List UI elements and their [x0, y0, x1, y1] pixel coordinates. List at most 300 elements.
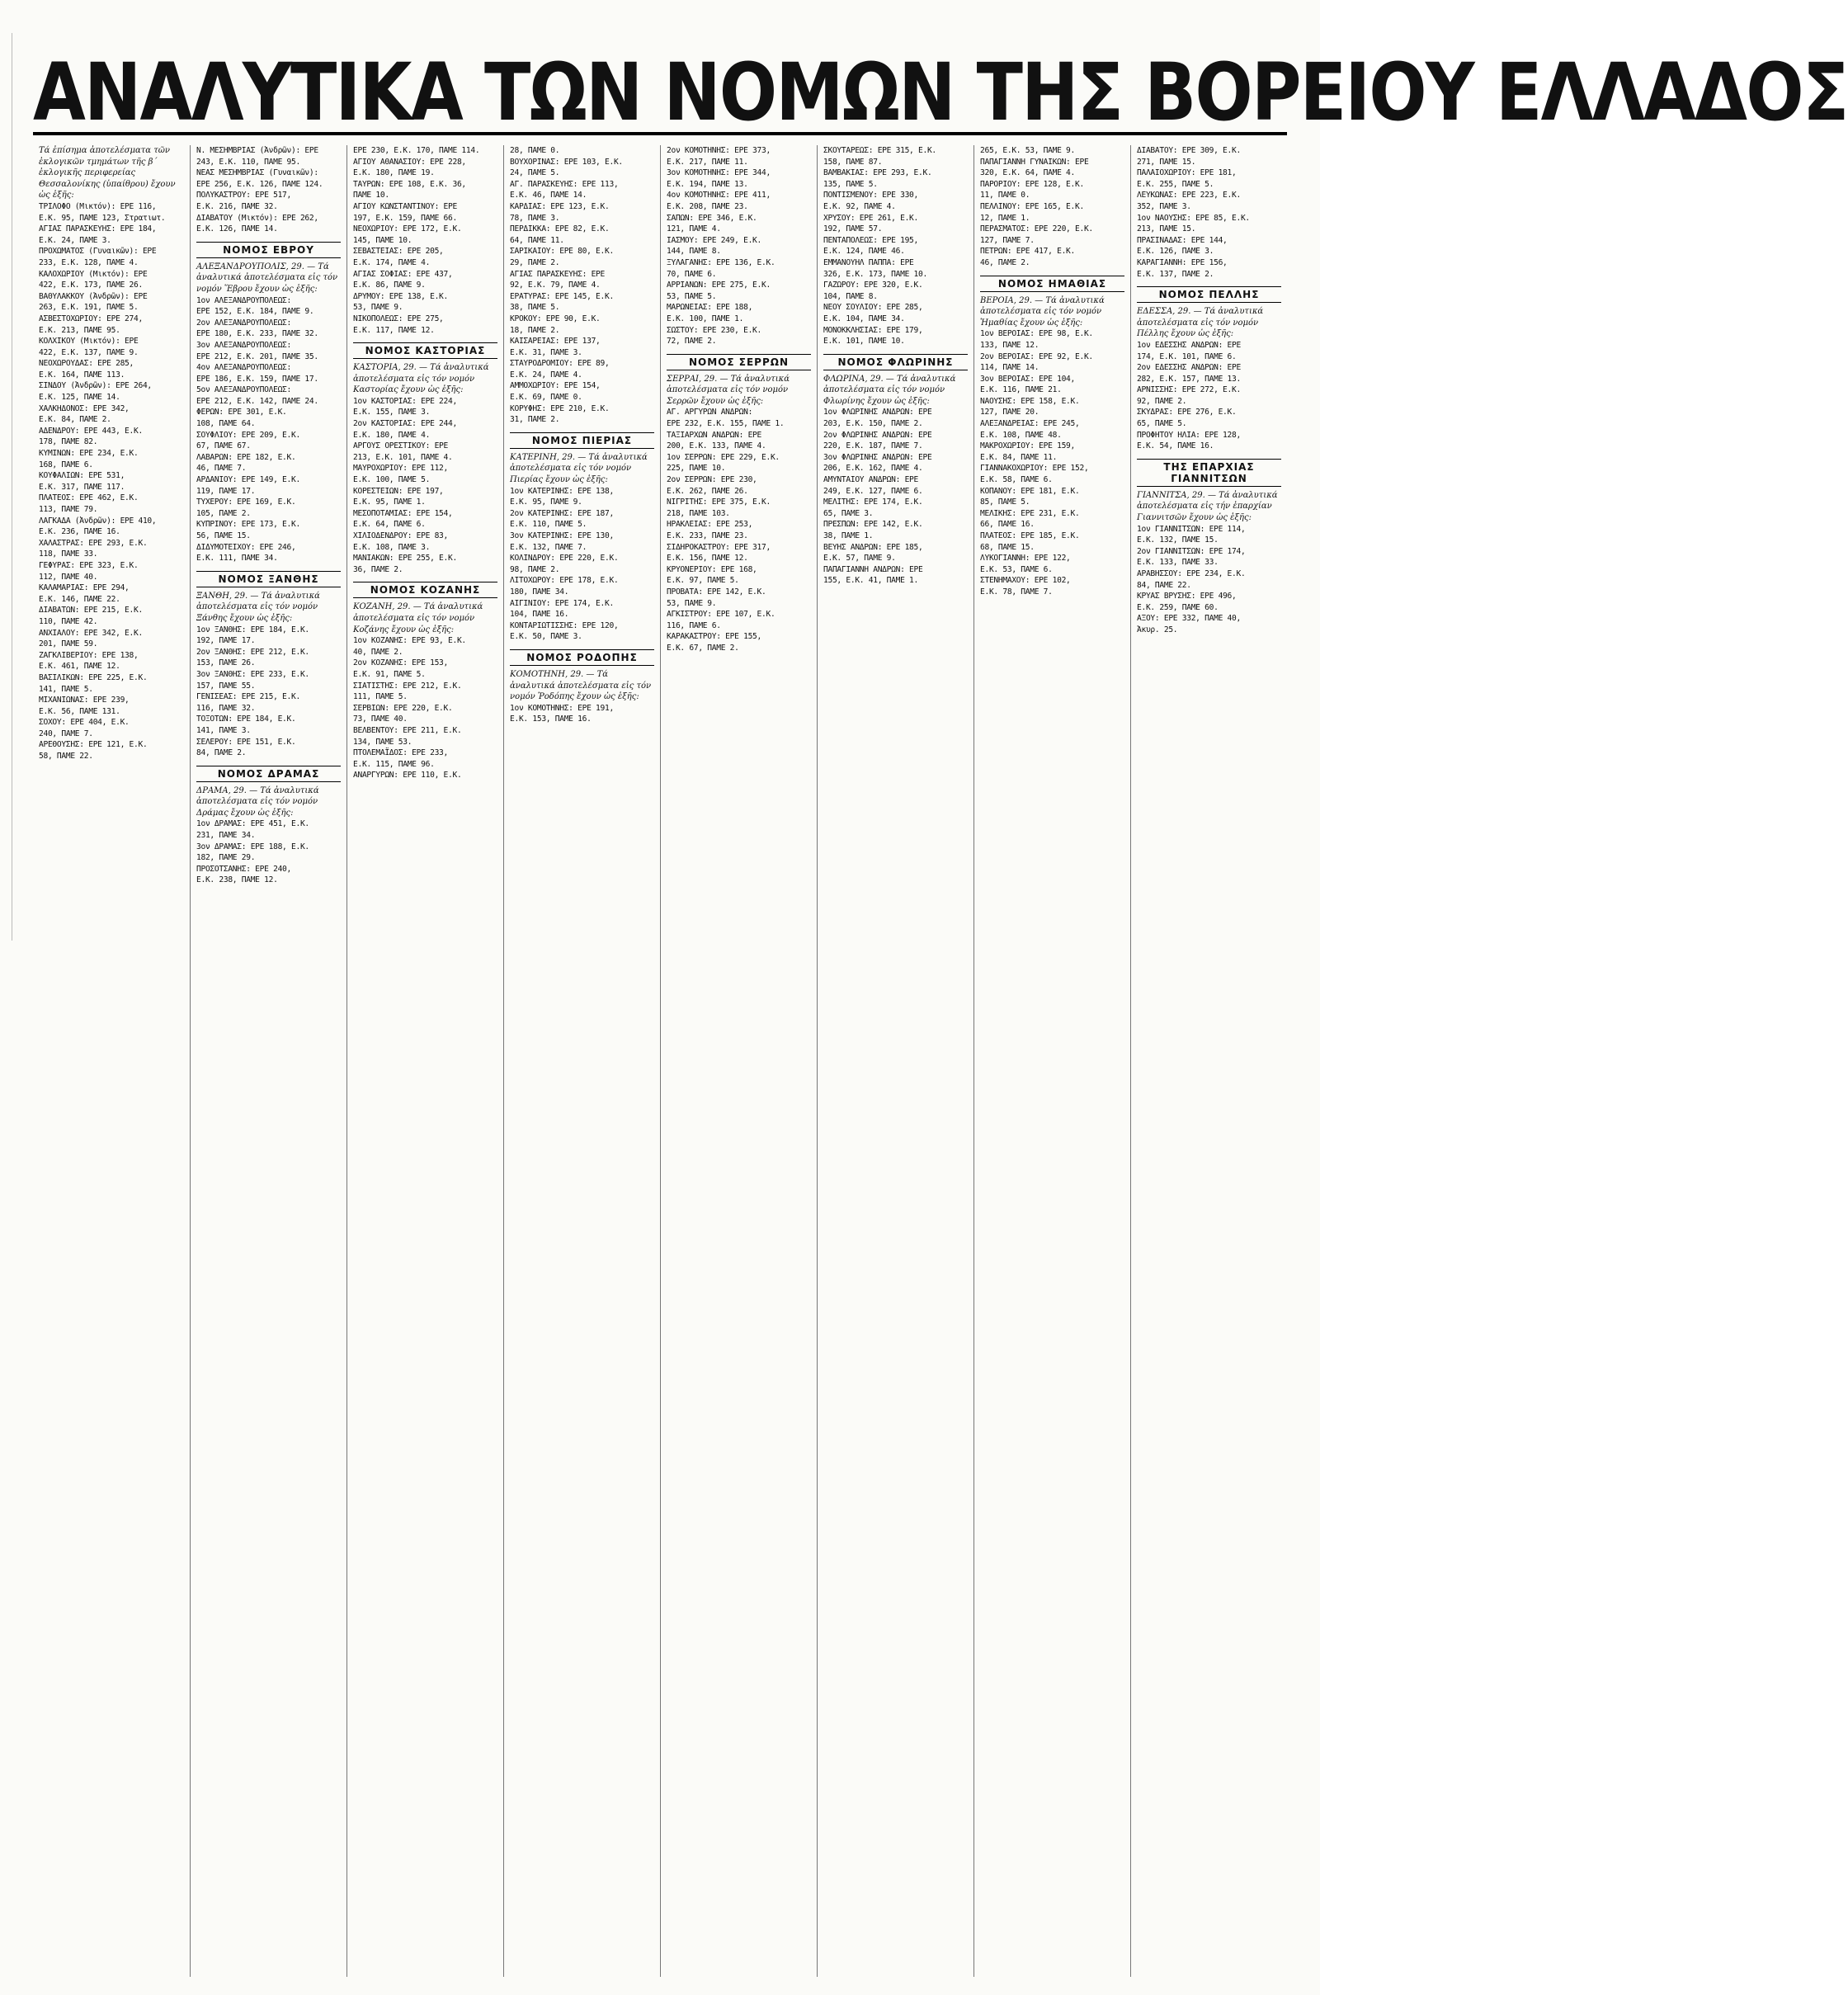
- result-line: 2ον ΚΑΣΤΟΡΙΑΣ: ΕΡΕ 244,: [353, 419, 457, 429]
- result-line: Ε.Κ. 56, ΠΑΜΕ 131.: [39, 706, 120, 716]
- result-line: Ε.Κ. 46, ΠΑΜΕ 14.: [510, 191, 587, 200]
- result-line: ΣΑΠΩΝ: ΕΡΕ 346, Ε.Κ.: [667, 213, 757, 223]
- result-line: 78, ΠΑΜΕ 3.: [510, 213, 560, 223]
- result-line: ΚΑΡΑΓΙΑΝΝΗ: ΕΡΕ 156,: [1137, 257, 1228, 267]
- result-line: 2ον ΚΑΤΕΡΙΝΗΣ: ΕΡΕ 187,: [510, 508, 614, 518]
- result-line: ΚΟΛΙΝΔΡΟΥ: ΕΡΕ 220, Ε.Κ.: [510, 554, 619, 564]
- result-line: 157, ΠΑΜΕ 55.: [196, 681, 256, 691]
- result-line: ΠΡΟΣΟΤΣΑΝΗΣ: ΕΡΕ 240,: [196, 864, 291, 874]
- result-line: 116, ΠΑΜΕ 32.: [196, 703, 256, 713]
- result-line: ΠΕΝΤΑΠΟΛΕΩΣ: ΕΡΕ 195,: [823, 235, 918, 245]
- result-line: Ε.Κ. 255, ΠΑΜΕ 5.: [1137, 179, 1214, 189]
- result-line: 197, Ε.Κ. 159, ΠΑΜΕ 66.: [353, 213, 457, 223]
- result-line: ΒΑΣΙΛΙΚΩΝ: ΕΡΕ 225, Ε.Κ.: [39, 672, 148, 682]
- result-line: 127, ΠΑΜΕ 7.: [980, 235, 1035, 245]
- result-line: ΣΙΔΗΡΟΚΑΣΤΡΟΥ: ΕΡΕ 317,: [667, 542, 771, 552]
- result-line: ΓΙΑΝΝΑΚΟΧΩΡΙΟΥ: ΕΡΕ 152,: [980, 464, 1089, 474]
- result-line: Ε.Κ. 233, ΠΑΜΕ 23.: [667, 531, 748, 540]
- result-line: ΑΝΑΡΓΥΡΩΝ: ΕΡΕ 110, Ε.Κ.: [353, 771, 462, 781]
- result-line: ΞΥΛΑΓΑΝΗΣ: ΕΡΕ 136, Ε.Κ.: [667, 257, 776, 267]
- result-line: Ε.Κ. 213, ΠΑΜΕ 95.: [39, 325, 120, 335]
- result-line: 65, ΠΑΜΕ 3.: [823, 508, 874, 518]
- result-line: 58, ΠΑΜΕ 22.: [39, 752, 93, 762]
- result-line: ΝΕΑΣ ΜΕΣΗΜΒΡΙΑΣ (Γυναικῶν):: [196, 168, 318, 178]
- result-line: Ε.Κ. 132, ΠΑΜΕ 15.: [1137, 535, 1219, 545]
- result-line: 113, ΠΑΜΕ 79.: [39, 505, 98, 514]
- result-line: Ε.Κ. 97, ΠΑΜΕ 5.: [667, 576, 739, 586]
- result-line: Ε.Κ. 108, ΠΑΜΕ 3.: [353, 542, 431, 552]
- result-line: ΠΑΡΟΡΙΟΥ: ΕΡΕ 128, Ε.Κ.: [980, 179, 1084, 189]
- result-line: ΒΕΛΒΕΝΤΟΥ: ΕΡΕ 211, Ε.Κ.: [353, 725, 462, 735]
- result-line: Ε.Κ. 132, ΠΑΜΕ 7.: [510, 542, 587, 552]
- result-line: 2ον ΣΕΡΡΩΝ: ΕΡΕ 230,: [667, 475, 757, 485]
- result-line: 84, ΠΑΜΕ 2.: [196, 748, 247, 758]
- result-line: ΑΜΥΝΤΑΙΟΥ ΑΝΔΡΩΝ: ΕΡΕ: [823, 475, 918, 485]
- result-line: ΤΟΞΟΤΩΝ: ΕΡΕ 184, Ε.Κ.: [196, 715, 296, 724]
- result-line: ΠΟΝΤΙΣΜΕΝΟΥ: ΕΡΕ 330,: [823, 191, 918, 200]
- result-line: ΕΡΕ 186, Ε.Κ. 159, ΠΑΜΕ 17.: [196, 374, 318, 384]
- result-line: 2ον ΑΛΕΞΑΝΔΡΟΥΠΟΛΕΩΣ:: [196, 318, 291, 328]
- result-line: 155, Ε.Κ. 41, ΠΑΜΕ 1.: [823, 576, 918, 586]
- result-line: Ε.Κ. 58, ΠΑΜΕ 6.: [980, 475, 1053, 485]
- result-line: ΜΑΚΡΟΧΩΡΙΟΥ: ΕΡΕ 159,: [980, 441, 1075, 451]
- result-line: ΚΟΛΧΙΚΟΥ (Μικτόν): ΕΡΕ: [39, 337, 139, 347]
- section-lead: Τά ἐπίσημα ἀποτελέσματα τῶν ἐκλογικῶν τμημάτων τῆς β΄ ἐκλογικῆς περιφερείας Θεσσαλονίκης (ὑπαίθρου) ἔχουν ὡς ἑξῆς:: [39, 146, 176, 200]
- result-line: ΒΑΜΒΑΚΙΑΣ: ΕΡΕ 293, Ε.Κ.: [823, 168, 932, 178]
- result-line: 3ον ΚΑΤΕΡΙΝΗΣ: ΕΡΕ 130,: [510, 531, 614, 540]
- result-line: 72, ΠΑΜΕ 2.: [667, 337, 717, 347]
- result-line: 200, Ε.Κ. 133, ΠΑΜΕ 4.: [667, 441, 766, 451]
- result-line: Ε.Κ. 236, ΠΑΜΕ 16.: [39, 527, 120, 537]
- result-line: Ε.Κ. 238, ΠΑΜΕ 12.: [196, 875, 278, 885]
- result-line: 141, ΠΑΜΕ 5.: [39, 684, 93, 694]
- result-line: 3ον ΦΛΩΡΙΝΗΣ ΑΝΔΡΩΝ: ΕΡΕ: [823, 452, 932, 462]
- result-line: Ε.Κ. 92, ΠΑΜΕ 4.: [823, 201, 896, 211]
- result-line: ΣΑΡΙΚΑΙΟΥ: ΕΡΕ 80, Ε.Κ.: [510, 247, 614, 257]
- result-line: Ε.Κ. 126, ΠΑΜΕ 14.: [196, 224, 278, 234]
- result-line: 1ον ΞΑΝΘΗΣ: ΕΡΕ 184, Ε.Κ.: [196, 625, 309, 634]
- result-line: ΠΕΤΡΩΝ: ΕΡΕ 417, Ε.Κ.: [980, 247, 1075, 257]
- result-line: ΕΡΕ 232, Ε.Κ. 155, ΠΑΜΕ 1.: [667, 419, 785, 429]
- result-line: 133, ΠΑΜΕ 12.: [980, 340, 1040, 350]
- result-line: 84, ΠΑΜΕ 22.: [1137, 580, 1191, 590]
- section-heading: ΝΟΜΟΣ ΣΕΡΡΩΝ: [667, 354, 811, 370]
- result-line: 178, ΠΑΜΕ 82.: [39, 437, 98, 447]
- result-line: ΕΡΕ 212, Ε.Κ. 142, ΠΑΜΕ 24.: [196, 396, 318, 406]
- result-line: ΠΑΠΑΓΙΑΝΝΗ ΓΥΝΑΙΚΩΝ: ΕΡΕ: [980, 157, 1089, 167]
- result-line: ΑΓΙΟΥ ΑΘΑΝΑΣΙΟΥ: ΕΡΕ 228,: [353, 157, 466, 167]
- section-heading: ΝΟΜΟΣ ΔΡΑΜΑΣ: [196, 766, 341, 782]
- result-line: ΕΡΕ 152, Ε.Κ. 184, ΠΑΜΕ 9.: [196, 307, 314, 317]
- result-line: ΤΑΥΡΩΝ: ΕΡΕ 108, Ε.Κ. 36,: [353, 179, 466, 189]
- result-line: ΔΡΥΜΟΥ: ΕΡΕ 138, Ε.Κ.: [353, 291, 448, 301]
- result-line: Ε.Κ. 116, ΠΑΜΕ 21.: [980, 385, 1062, 395]
- result-line: ΑΡΡΙΑΝΩΝ: ΕΡΕ 275, Ε.Κ.: [667, 281, 771, 290]
- result-line: Ε.Κ. 84, ΠΑΜΕ 2.: [39, 415, 111, 425]
- result-line: ΖΑΓΚΛΙΒΕΡΙΟΥ: ΕΡΕ 138,: [39, 650, 139, 660]
- result-line: ΕΡΕ 212, Ε.Κ. 201, ΠΑΜΕ 35.: [196, 351, 318, 361]
- section-lead: ΒΕΡΟΙΑ, 29. — Τά ἀναλυτικά ἀποτελέσματα εἰς τόν νομόν Ἡμαθίας ἔχουν ὡς ἑξῆς:: [980, 295, 1105, 328]
- result-line: ΠΕΛΛΙΝΟΥ: ΕΡΕ 165, Ε.Κ.: [980, 201, 1084, 211]
- result-line: ΠΡΟΒΑΤΑ: ΕΡΕ 142, Ε.Κ.: [667, 587, 766, 597]
- result-line: 220, Ε.Κ. 187, ΠΑΜΕ 7.: [823, 441, 923, 451]
- result-line: 28, ΠΑΜΕ 0.: [510, 146, 560, 155]
- result-line: 2ον ΞΑΝΘΗΣ: ΕΡΕ 212, Ε.Κ.: [196, 647, 309, 657]
- result-line: 38, ΠΑΜΕ 1.: [823, 531, 874, 540]
- result-line: Ε.Κ. 461, ΠΑΜΕ 12.: [39, 662, 120, 672]
- result-line: 203, Ε.Κ. 150, ΠΑΜΕ 2.: [823, 419, 923, 429]
- result-line: ΕΜΜΑΝΟΥΗΛ ΠΑΠΠΑ: ΕΡΕ: [823, 257, 914, 267]
- result-line: 249, Ε.Κ. 127, ΠΑΜΕ 6.: [823, 486, 923, 496]
- result-line: ΔΙΑΒΑΤΩΝ: ΕΡΕ 215, Ε.Κ.: [39, 606, 143, 615]
- result-line: 180, ΠΑΜΕ 34.: [510, 587, 569, 597]
- result-line: 1ον ΕΔΕΣΣΗΣ ΑΝΔΡΩΝ: ΕΡΕ: [1137, 340, 1241, 350]
- section-heading: ΝΟΜΟΣ ΠΙΕΡΙΑΣ: [510, 432, 654, 449]
- result-line: 1ον ΚΟΖΑΝΗΣ: ΕΡΕ 93, Ε.Κ.: [353, 636, 466, 646]
- result-line: ΒΕΥΗΣ ΑΝΔΡΩΝ: ΕΡΕ 185,: [823, 542, 923, 552]
- result-line: 53, ΠΑΜΕ 9.: [353, 303, 403, 313]
- result-line: 265, Ε.Κ. 53, ΠΑΜΕ 9.: [980, 146, 1075, 155]
- result-line: Ε.Κ. 153, ΠΑΜΕ 16.: [510, 715, 592, 724]
- result-line: Ε.Κ. 194, ΠΑΜΕ 13.: [667, 179, 748, 189]
- result-line: Ε.Κ. 216, ΠΑΜΕ 32.: [196, 201, 278, 211]
- section-lead: ΣΕΡΡΑΙ, 29. — Τά ἀναλυτικά ἀποτελέσματα εἰς τόν νομόν Σερρῶν ἔχουν ὡς ἑξῆς:: [667, 374, 790, 406]
- result-line: 2ον ΕΔΕΣΣΗΣ ΑΝΔΡΩΝ: ΕΡΕ: [1137, 363, 1241, 373]
- result-line: ΚΥΜΙΝΩΝ: ΕΡΕ 234, Ε.Κ.: [39, 449, 139, 459]
- result-line: ΚΥΠΡΙΝΟΥ: ΕΡΕ 173, Ε.Κ.: [196, 520, 300, 530]
- result-line: 3ον ΔΡΑΜΑΣ: ΕΡΕ 188, Ε.Κ.: [196, 842, 309, 851]
- result-line: Ε.Κ. 110, ΠΑΜΕ 5.: [510, 520, 587, 530]
- result-line: ΚΟΡΥΦΗΣ: ΕΡΕ 210, Ε.Κ.: [510, 403, 610, 413]
- result-line: ΛΑΓΚΑΔΑ (Ἀνδρῶν): ΕΡΕ 410,: [39, 516, 157, 526]
- result-line: ΚΡΥΑΣ ΒΡΥΣΗΣ: ΕΡΕ 496,: [1137, 592, 1237, 601]
- result-line: Ε.Κ. 137, ΠΑΜΕ 2.: [1137, 269, 1214, 279]
- result-line: Ε.Κ. 180, ΠΑΜΕ 19.: [353, 168, 435, 178]
- result-line: ΜΑΥΡΟΧΩΡΙΟΥ: ΕΡΕ 112,: [353, 464, 448, 474]
- result-line: 1ον ΣΕΡΡΩΝ: ΕΡΕ 229, Ε.Κ.: [667, 452, 780, 462]
- result-line: 2ον ΓΙΑΝΝΙΤΣΩΝ: ΕΡΕ 174,: [1137, 546, 1246, 556]
- result-line: 5ον ΑΛΕΞΑΝΔΡΟΥΠΟΛΕΩΣ:: [196, 385, 291, 395]
- result-line: 134, ΠΑΜΕ 53.: [353, 737, 412, 747]
- result-line: ΤΥΧΕΡΟΥ: ΕΡΕ 169, Ε.Κ.: [196, 498, 296, 507]
- result-line: 1ον ΑΛΕΞΑΝΔΡΟΥΠΟΛΕΩΣ:: [196, 295, 291, 305]
- section-heading: ΤΗΣ ΕΠΑΡΧΙΑΣ ΓΙΑΝΝΙΤΣΩΝ: [1137, 459, 1281, 487]
- result-line: 65, ΠΑΜΕ 5.: [1137, 419, 1187, 429]
- result-line: Ε.Κ. 146, ΠΑΜΕ 22.: [39, 594, 120, 604]
- result-line: ΣΕΒΑΣΤΕΙΑΣ: ΕΡΕ 205,: [353, 247, 444, 257]
- result-line: ΣΙΑΤΙΣΤΗΣ: ΕΡΕ 212, Ε.Κ.: [353, 681, 462, 691]
- result-line: ΣΙΝΔΟΥ (Ἀνδρῶν): ΕΡΕ 264,: [39, 381, 152, 391]
- result-line: 2ον ΚΟΜΟΤΗΝΗΣ: ΕΡΕ 373,: [667, 146, 771, 155]
- result-line: Ε.Κ. 31, ΠΑΜΕ 3.: [510, 347, 582, 357]
- result-line: 112, ΠΑΜΕ 40.: [39, 572, 98, 582]
- result-line: ΑΔΕΝΔΡΟΥ: ΕΡΕ 443, Ε.Κ.: [39, 426, 143, 436]
- result-line: ΣΩΣΤΟΥ: ΕΡΕ 230, Ε.Κ.: [667, 325, 761, 335]
- result-line: 2ον ΦΛΩΡΙΝΗΣ ΑΝΔΡΩΝ: ΕΡΕ: [823, 430, 932, 440]
- result-line: ΜΙΧΑΝΙΩΝΑΣ: ΕΡΕ 239,: [39, 696, 130, 705]
- result-line: 110, ΠΑΜΕ 42.: [39, 616, 98, 626]
- result-line: Ε.Κ. 262, ΠΑΜΕ 26.: [667, 486, 748, 496]
- result-line: 141, ΠΑΜΕ 3.: [196, 725, 251, 735]
- result-line: Ε.Κ. 101, ΠΑΜΕ 10.: [823, 337, 905, 347]
- section-lead: ΞΑΝΘΗ, 29. — Τά ἀναλυτικά ἀποτελέσματα εἰς τόν νομόν Ξάνθης ἔχουν ὡς ἑξῆς:: [196, 591, 320, 623]
- section-heading: ΝΟΜΟΣ ΦΛΩΡΙΝΗΣ: [823, 354, 968, 370]
- result-line: 243, Ε.Κ. 110, ΠΑΜΕ 95.: [196, 157, 300, 167]
- result-line: 145, ΠΑΜΕ 10.: [353, 235, 412, 245]
- adjacent-page-edge: [0, 33, 12, 941]
- result-line: ΠΛΑΤΕΟΣ: ΕΡΕ 462, Ε.Κ.: [39, 493, 139, 503]
- result-line: ΙΑΣΜΟΥ: ΕΡΕ 249, Ε.Κ.: [667, 235, 761, 245]
- result-line: 119, ΠΑΜΕ 17.: [196, 486, 256, 496]
- result-line: 182, ΠΑΜΕ 29.: [196, 853, 256, 863]
- result-line: 53, ΠΑΜΕ 5.: [667, 291, 717, 301]
- result-line: ΑΡΑΒΗΣΣΟΥ: ΕΡΕ 234, Ε.Κ.: [1137, 569, 1246, 578]
- result-line: 231, ΠΑΜΕ 34.: [196, 831, 256, 841]
- result-line: 66, ΠΑΜΕ 16.: [980, 520, 1035, 530]
- result-line: ΔΙΑΒΑΤΟΥ (Μικτόν): ΕΡΕ 262,: [196, 213, 318, 223]
- result-line: 1ον ΒΕΡΟΙΑΣ: ΕΡΕ 98, Ε.Κ.: [980, 329, 1093, 339]
- result-line: ΗΡΑΚΛΕΙΑΣ: ΕΡΕ 253,: [667, 520, 753, 530]
- result-line: Ν. ΜΕΣΗΜΒΡΙΑΣ (Ἀνδρῶν): ΕΡΕ: [196, 146, 318, 155]
- result-line: Ε.Κ. 64, ΠΑΜΕ 6.: [353, 520, 426, 530]
- result-line: 92, ΠΑΜΕ 2.: [1137, 396, 1187, 406]
- result-line: ΜΕΛΙΤΗΣ: ΕΡΕ 174, Ε.Κ.: [823, 498, 923, 507]
- result-line: Ε.Κ. 111, ΠΑΜΕ 34.: [196, 554, 278, 564]
- result-line: 67, ΠΑΜΕ 67.: [196, 441, 251, 451]
- result-line: ΑΡΕΘΟΥΣΗΣ: ΕΡΕ 121, Ε.Κ.: [39, 740, 148, 750]
- result-line: 240, ΠΑΜΕ 7.: [39, 729, 93, 738]
- result-line: 1ον ΚΑΤΕΡΙΝΗΣ: ΕΡΕ 138,: [510, 486, 614, 496]
- result-line: ΑΜΜΟΧΩΡΙΟΥ: ΕΡΕ 154,: [510, 381, 601, 391]
- result-line: ΑΞΟΥ: ΕΡΕ 332, ΠΑΜΕ 40,: [1137, 614, 1241, 624]
- result-line: ΤΡΙΛΟΦΟ (Μικτόν): ΕΡΕ 116,: [39, 201, 157, 211]
- result-line: ΣΚΟΥΤΑΡΕΩΣ: ΕΡΕ 315, Ε.Κ.: [823, 146, 936, 155]
- result-line: ΑΝΧΙΑΛΟΥ: ΕΡΕ 342, Ε.Κ.: [39, 628, 143, 638]
- result-line: ΜΕΣΟΠΟΤΑΜΙΑΣ: ΕΡΕ 154,: [353, 508, 453, 518]
- result-line: 36, ΠΑΜΕ 2.: [353, 564, 403, 574]
- result-line: ΕΡΕ 230, Ε.Κ. 170, ΠΑΜΕ 114.: [353, 146, 480, 155]
- result-line: ΠΑΜΕ 10.: [353, 191, 389, 200]
- result-line: ΒΟΥΧΟΡΙΝΑΣ: ΕΡΕ 103, Ε.Κ.: [510, 157, 623, 167]
- result-line: 422, Ε.Κ. 173, ΠΑΜΕ 26.: [39, 281, 143, 290]
- result-line: ΧΑΛΑΣΤΡΑΣ: ΕΡΕ 293, Ε.Κ.: [39, 538, 148, 548]
- result-line: Ε.Κ. 67, ΠΑΜΕ 2.: [667, 643, 739, 653]
- result-line: ΑΓΙΑΣ ΠΑΡΑΣΚΕΥΗΣ: ΕΡΕ: [510, 269, 605, 279]
- result-line: ΝΕΟΧΩΡΟΥΔΑΣ: ΕΡΕ 285,: [39, 359, 134, 369]
- result-line: ΣΟΥΦΛΙΟΥ: ΕΡΕ 209, Ε.Κ.: [196, 430, 300, 440]
- result-line: ΠΟΛΥΚΑΣΤΡΟΥ: ΕΡΕ 517,: [196, 191, 291, 200]
- result-line: 127, ΠΑΜΕ 20.: [980, 408, 1040, 417]
- result-line: ΠΑΛΑΙΟΧΩΡΙΟΥ: ΕΡΕ 181,: [1137, 168, 1237, 178]
- result-line: Ε.Κ. 100, ΠΑΜΕ 1.: [667, 314, 744, 323]
- result-line: 1ον ΓΙΑΝΝΙΤΣΩΝ: ΕΡΕ 114,: [1137, 524, 1246, 534]
- result-line: ΚΑΛΟΧΩΡΙΟΥ (Μικτόν): ΕΡΕ: [39, 269, 148, 279]
- results-columns: [33, 145, 1287, 1977]
- result-line: 29, ΠΑΜΕ 2.: [510, 257, 560, 267]
- section-lead: ΕΔΕΣΣΑ, 29. — Τά ἀναλυτικά ἀποτελέσματα εἰς τόν νομόν Πέλλης ἔχουν ὡς ἑξῆς:: [1137, 307, 1264, 339]
- result-line: 24, ΠΑΜΕ 5.: [510, 168, 560, 178]
- result-line: ΧΙΛΙΟΔΕΝΔΡΟΥ: ΕΡΕ 83,: [353, 531, 448, 540]
- result-line: Ε.Κ. 91, ΠΑΜΕ 5.: [353, 669, 426, 679]
- section-lead: ΚΑΣΤΟΡΙΑ, 29. — Τά ἀναλυτικά ἀποτελέσματα εἰς τόν νομόν Καστορίας ἔχουν ὡς ἑξῆς:: [353, 363, 489, 395]
- result-line: Ε.Κ. 108, ΠΑΜΕ 48.: [980, 430, 1062, 440]
- result-line: ΚΑΡΔΙΑΣ: ΕΡΕ 123, Ε.Κ.: [510, 201, 610, 211]
- section-lead: ΚΟΜΟΤΗΝΗ, 29. — Τά ἀναλυτικά ἀποτελέσματα εἰς τόν νομόν Ῥοδόπης ἔχουν ὡς ἑξῆς:: [510, 669, 652, 702]
- result-line: Ε.Κ. 95, ΠΑΜΕ 9.: [510, 498, 582, 507]
- result-line: ΣΤΕΝΗΜΑΧΟΥ: ΕΡΕ 102,: [980, 576, 1071, 586]
- result-line: Ε.Κ. 259, ΠΑΜΕ 60.: [1137, 602, 1219, 612]
- result-line: 352, ΠΑΜΕ 3.: [1137, 201, 1191, 211]
- result-line: 116, ΠΑΜΕ 6.: [667, 620, 721, 630]
- result-line: ΑΓΚΙΣΤΡΟΥ: ΕΡΕ 107, Ε.Κ.: [667, 610, 776, 620]
- result-line: ΛΙΤΟΧΩΡΟΥ: ΕΡΕ 178, Ε.Κ.: [510, 576, 619, 586]
- result-line: ΜΑΝΙΑΚΩΝ: ΕΡΕ 255, Ε.Κ.: [353, 554, 457, 564]
- result-line: Ε.Κ. 115, ΠΑΜΕ 96.: [353, 759, 435, 769]
- result-line: ΕΡΕ 256, Ε.Κ. 126, ΠΑΜΕ 124.: [196, 179, 323, 189]
- result-line: Ε.Κ. 78, ΠΑΜΕ 7.: [980, 587, 1053, 597]
- result-line: 3ον ΑΛΕΞΑΝΔΡΟΥΠΟΛΕΩΣ:: [196, 340, 291, 350]
- result-line: ΣΕΛΕΡΟΥ: ΕΡΕ 151, Ε.Κ.: [196, 737, 296, 747]
- result-line: 263, Ε.Κ. 191, ΠΑΜΕ 5.: [39, 303, 139, 313]
- result-line: ΚΑΙΣΑΡΕΙΑΣ: ΕΡΕ 137,: [510, 337, 601, 347]
- section-heading: ΝΟΜΟΣ ΗΜΑΘΙΑΣ: [980, 276, 1124, 292]
- result-line: Ε.Κ. 53, ΠΑΜΕ 6.: [980, 564, 1053, 574]
- result-line: ΜΟΝΟΚΚΛΗΣΙΑΣ: ΕΡΕ 179,: [823, 325, 923, 335]
- result-line: 53, ΠΑΜΕ 9.: [667, 598, 717, 608]
- result-line: Ε.Κ. 317, ΠΑΜΕ 117.: [39, 482, 125, 492]
- result-line: 73, ΠΑΜΕ 40.: [353, 715, 408, 724]
- result-line: 38, ΠΑΜΕ 5.: [510, 303, 560, 313]
- result-line: ΛΕΥΚΩΝΑΣ: ΕΡΕ 223, Ε.Κ.: [1137, 191, 1241, 200]
- result-line: ΑΡΔΑΝΙΟΥ: ΕΡΕ 149, Ε.Κ.: [196, 475, 300, 485]
- result-line: 104, ΠΑΜΕ 8.: [823, 291, 878, 301]
- result-line: 98, ΠΑΜΕ 2.: [510, 564, 560, 574]
- section-heading: ΝΟΜΟΣ ΡΟΔΟΠΗΣ: [510, 649, 654, 666]
- result-line: Ε.Κ. 24, ΠΑΜΕ 4.: [510, 370, 582, 380]
- result-line: 213, Ε.Κ. 101, ΠΑΜΕ 4.: [353, 452, 453, 462]
- result-line: Ε.Κ. 86, ΠΑΜΕ 9.: [353, 281, 426, 290]
- result-line: 12, ΠΑΜΕ 1.: [980, 213, 1030, 223]
- result-line: 320, Ε.Κ. 64, ΠΑΜΕ 4.: [980, 168, 1075, 178]
- column-3: [346, 145, 503, 1977]
- result-line: ΔΙΑΒΑΤΟΥ: ΕΡΕ 309, Ε.Κ.: [1137, 146, 1241, 155]
- result-line: 2ον ΚΟΖΑΝΗΣ: ΕΡΕ 153,: [353, 658, 448, 668]
- result-line: 192, ΠΑΜΕ 57.: [823, 224, 883, 234]
- result-line: ΓΑΖΩΡΟΥ: ΕΡΕ 320, Ε.Κ.: [823, 281, 923, 290]
- result-line: 46, ΠΑΜΕ 2.: [980, 257, 1030, 267]
- result-line: ΚΟΥΦΑΛΙΩΝ: ΕΡΕ 531,: [39, 471, 125, 481]
- result-line: ΑΓΙΑΣ ΠΑΡΑΣΚΕΥΗΣ: ΕΡΕ 184,: [39, 224, 157, 234]
- result-line: 201, ΠΑΜΕ 59.: [39, 639, 98, 649]
- result-line: ΜΕΛΙΚΗΣ: ΕΡΕ 231, Ε.Κ.: [980, 508, 1080, 518]
- result-line: ΑΡΝΙΣΣΗΣ: ΕΡΕ 272, Ε.Κ.: [1137, 385, 1241, 395]
- result-line: Ε.Κ. 95, ΠΑΜΕ 1.: [353, 498, 426, 507]
- result-line: 1ον ΦΛΩΡΙΝΗΣ ΑΝΔΡΩΝ: ΕΡΕ: [823, 408, 932, 417]
- result-line: 105, ΠΑΜΕ 2.: [196, 508, 251, 518]
- result-line: ΑΙΓΙΝΙΟΥ: ΕΡΕ 174, Ε.Κ.: [510, 598, 614, 608]
- result-line: 111, ΠΑΜΕ 5.: [353, 692, 408, 702]
- result-line: 3ον ΞΑΝΘΗΣ: ΕΡΕ 233, Ε.Κ.: [196, 669, 309, 679]
- result-line: 4ον ΚΟΜΟΤΗΝΗΣ: ΕΡΕ 411,: [667, 191, 771, 200]
- result-line: Ε.Κ. 54, ΠΑΜΕ 16.: [1137, 441, 1214, 451]
- result-line: ΧΑΛΚΗΔΟΝΟΣ: ΕΡΕ 342,: [39, 403, 130, 413]
- column-8: [1130, 145, 1287, 1977]
- result-line: 174, Ε.Κ. 101, ΠΑΜΕ 6.: [1137, 351, 1237, 361]
- section-heading: ΝΟΜΟΣ ΚΑΣΤΟΡΙΑΣ: [353, 342, 497, 359]
- result-line: 104, ΠΑΜΕ 16.: [510, 610, 569, 620]
- result-line: ΣΤΑΥΡΟΔΡΟΜΙΟΥ: ΕΡΕ 89,: [510, 359, 610, 369]
- result-line: ΕΡΑΤΥΡΑΣ: ΕΡΕ 145, Ε.Κ.: [510, 291, 614, 301]
- result-line: ΑΣΒΕΣΤΟΧΩΡΙΟΥ: ΕΡΕ 274,: [39, 314, 143, 323]
- column-2: [190, 145, 346, 1977]
- result-line: ΕΡΕ 180, Ε.Κ. 233, ΠΑΜΕ 32.: [196, 329, 318, 339]
- result-line: ΣΟΧΟΥ: ΕΡΕ 404, Ε.Κ.: [39, 718, 130, 728]
- result-line: ΦΕΡΩΝ: ΕΡΕ 301, Ε.Κ.: [196, 408, 287, 417]
- section-lead: ΔΡΑΜΑ, 29. — Τά ἀναλυτικά ἀποτελέσματα εἰς τόν νομόν Δράμας ἔχουν ὡς ἑξῆς:: [196, 785, 319, 818]
- result-line: ΠΡΟΦΗΤΟΥ ΗΛΙΑ: ΕΡΕ 128,: [1137, 430, 1241, 440]
- result-line: 1ον ΝΑΟΥΣΗΣ: ΕΡΕ 85, Ε.Κ.: [1137, 213, 1250, 223]
- result-line: ΣΚΥΔΡΑΣ: ΕΡΕ 276, Ε.Κ.: [1137, 408, 1237, 417]
- result-line: Ε.Κ. 104, ΠΑΜΕ 34.: [823, 314, 905, 323]
- result-line: 3ον ΒΕΡΟΙΑΣ: ΕΡΕ 104,: [980, 374, 1075, 384]
- result-line: 18, ΠΑΜΕ 2.: [510, 325, 560, 335]
- result-line: Ε.Κ. 133, ΠΑΜΕ 33.: [1137, 558, 1219, 568]
- result-line: 3ον ΚΟΜΟΤΗΝΗΣ: ΕΡΕ 344,: [667, 168, 771, 178]
- result-line: Ε.Κ. 164, ΠΑΜΕ 113.: [39, 370, 125, 380]
- result-line: 144, ΠΑΜΕ 8.: [667, 247, 721, 257]
- page-title: ΑΝΑΛΥΤΙΚΑ ΤΩΝ ΝΟΜΩΝ ΤΗΣ ΒΟΡΕΙΟΥ ΕΛΛΑΔΟΣ: [33, 46, 1848, 139]
- result-line: ΚΑΛΑΜΑΡΙΑΣ: ΕΡΕ 294,: [39, 583, 130, 593]
- column-4: [503, 145, 660, 1977]
- result-line: 135, ΠΑΜΕ 5.: [823, 179, 878, 189]
- result-line: Ε.Κ. 208, ΠΑΜΕ 23.: [667, 201, 748, 211]
- result-line: ΚΡΟΚΟΥ: ΕΡΕ 90, Ε.Κ.: [510, 314, 601, 323]
- result-line: ΚΡΥΟΝΕΡΙΟΥ: ΕΡΕ 168,: [667, 564, 757, 574]
- result-line: 271, ΠΑΜΕ 15.: [1137, 157, 1196, 167]
- result-line: Ε.Κ. 125, ΠΑΜΕ 14.: [39, 393, 120, 403]
- result-line: Ε.Κ. 100, ΠΑΜΕ 5.: [353, 475, 431, 485]
- result-line: ΚΟΝΤΑΡΙΩΤΙΣΣΗΣ: ΕΡΕ 120,: [510, 620, 619, 630]
- result-line: 213, ΠΑΜΕ 15.: [1137, 224, 1196, 234]
- column-7: [974, 145, 1130, 1977]
- result-line: Ε.Κ. 217, ΠΑΜΕ 11.: [667, 157, 748, 167]
- result-line: 56, ΠΑΜΕ 15.: [196, 531, 251, 540]
- result-line: 153, ΠΑΜΕ 26.: [196, 658, 256, 668]
- result-line: Ε.Κ. 117, ΠΑΜΕ 12.: [353, 325, 435, 335]
- result-line: ΜΑΡΩΝΕΙΑΣ: ΕΡΕ 188,: [667, 303, 753, 313]
- result-line: ΛΥΚΟΓΙΑΝΝΗ: ΕΡΕ 122,: [980, 554, 1071, 564]
- result-line: Ε.Κ. 57, ΠΑΜΕ 9.: [823, 554, 896, 564]
- result-line: ΛΑΒΑΡΩΝ: ΕΡΕ 182, Ε.Κ.: [196, 452, 296, 462]
- result-line: 31, ΠΑΜΕ 2.: [510, 415, 560, 425]
- result-line: 218, ΠΑΜΕ 103.: [667, 508, 730, 518]
- result-line: Ε.Κ. 180, ΠΑΜΕ 4.: [353, 430, 431, 440]
- column-1: [33, 145, 190, 1977]
- result-line: 158, ΠΑΜΕ 87.: [823, 157, 883, 167]
- result-line: Ε.Κ. 84, ΠΑΜΕ 11.: [980, 452, 1058, 462]
- result-line: ΑΓ. ΑΡΓΥΡΩΝ ΑΝΔΡΩΝ:: [667, 408, 753, 417]
- result-line: 206, Ε.Κ. 162, ΠΑΜΕ 4.: [823, 464, 923, 474]
- result-line: ΑΓ. ΠΑΡΑΣΚΕΥΗΣ: ΕΡΕ 113,: [510, 179, 619, 189]
- result-line: ΠΡΕΣΠΩΝ: ΕΡΕ 142, Ε.Κ.: [823, 520, 923, 530]
- column-6: [817, 145, 974, 1977]
- result-line: 11, ΠΑΜΕ 0.: [980, 191, 1030, 200]
- result-line: 168, ΠΑΜΕ 6.: [39, 460, 93, 469]
- result-line: ΑΓΙΑΣ ΣΟΦΙΑΣ: ΕΡΕ 437,: [353, 269, 453, 279]
- result-line: ΠΑΠΑΓΙΑΝΝΗ ΑΝΔΡΩΝ: ΕΡΕ: [823, 564, 923, 574]
- result-line: 2ον ΒΕΡΟΙΑΣ: ΕΡΕ 92, Ε.Κ.: [980, 351, 1093, 361]
- result-line: ΠΡΑΣΙΝΑΔΑΣ: ΕΡΕ 144,: [1137, 235, 1228, 245]
